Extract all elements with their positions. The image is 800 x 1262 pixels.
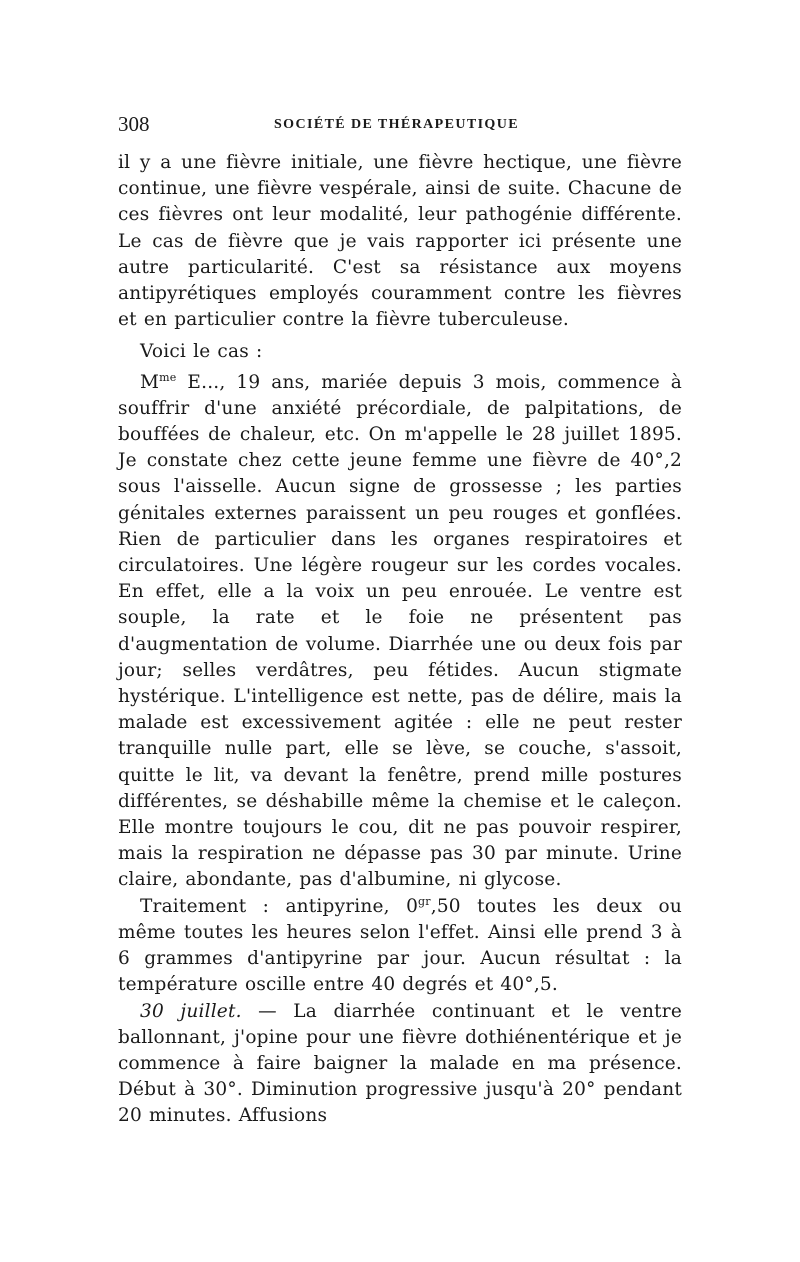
date-heading: 30 juillet. <box>140 1000 242 1022</box>
paragraph-text: ,50 toutes les deux ou même toutes les heures selon l'effet. Ainsi elle prend 3 à 6 grammes d'antipyrine par jour. Aucun résultat : la température oscille entre 40 degrés et 40°,5. <box>118 895 682 996</box>
abbreviation-superscript: me <box>159 370 177 384</box>
abbreviation: M <box>140 371 160 393</box>
paragraph-text: Traitement : antipyrine, 0 <box>140 895 419 917</box>
page <box>118 112 682 1130</box>
paragraph-case <box>118 370 682 894</box>
paragraph-text: il y a une fièvre initiale, une fièvre hectique, une fièvre continue, une fièvre vespérale, ainsi de suite. Chacune de ces fièvres ont leur modalité, leur pathogénie différente. Le cas de fièvre que je vais rapporter ici présente une autre particularité. C'est sa résistance aux moyens antipyrétiques employés couramment contre les fièvres et en particulier contre la fièvre tuberculeuse. <box>118 152 682 331</box>
paragraph-text: E..., 19 ans, mariée depuis 3 mois, commence à souffrir d'une anxiété précordiale, de palpitations, de bouffées de chaleur, etc. On m'appelle le 28 juillet 1895. Je constate chez cette jeune femme une fièvre de 40°,2 sous l'aisselle. Aucun signe de grossesse ; les parties génitales externes paraissent un peu rouges et gonflées. Rien de particulier dans les organes respiratoires et circulatoires. Une légère rougeur sur les cordes vocales. En effet, elle a la voix un peu enrouée. Le ventre est souple, la rate et le foie ne présentent pas d'augmentation de volume. Diarrhée une ou deux fois par jour; selles verdâtres, peu fétides. Aucun stigmate hystérique. L'intelligence est nette, pas de délire, mais la malade est excessivement agitée : elle ne peut rester tranquille nulle part, elle se lève, se couche, s'assoit, quitte le lit, va devant la fenêtre, prend mille postures différentes, se déshabille même la chemise et le caleçon. Elle montre toujours le cou, dit ne pas pouvoir respirer, mais la respiration ne dépasse pas 30 par minute. Urine claire, abondante, pas d'albumine, ni glycose. <box>118 371 682 891</box>
paragraph-text: Voici le cas : <box>140 341 263 363</box>
paragraph-treatment <box>118 894 682 999</box>
running-title: SOCIÉTÉ DE THÉRAPEUTIQUE <box>274 117 519 132</box>
page-header <box>118 112 682 142</box>
paragraph-text: — La diarrhée continuant et le ventre ballonnant, j'opine pour une fièvre dothiénentérique et je commence à faire baigner la malade en ma présence. Début à 30°. Diminution progressive jusqu'à 20° pendant 20 minutes. Affusions <box>118 1000 682 1127</box>
paragraph-july-30 <box>118 999 682 1130</box>
unit-superscript: gr <box>418 894 431 908</box>
paragraph-voici <box>118 339 682 365</box>
paragraph-continuation <box>118 150 682 333</box>
page-number: 308 <box>118 112 150 136</box>
